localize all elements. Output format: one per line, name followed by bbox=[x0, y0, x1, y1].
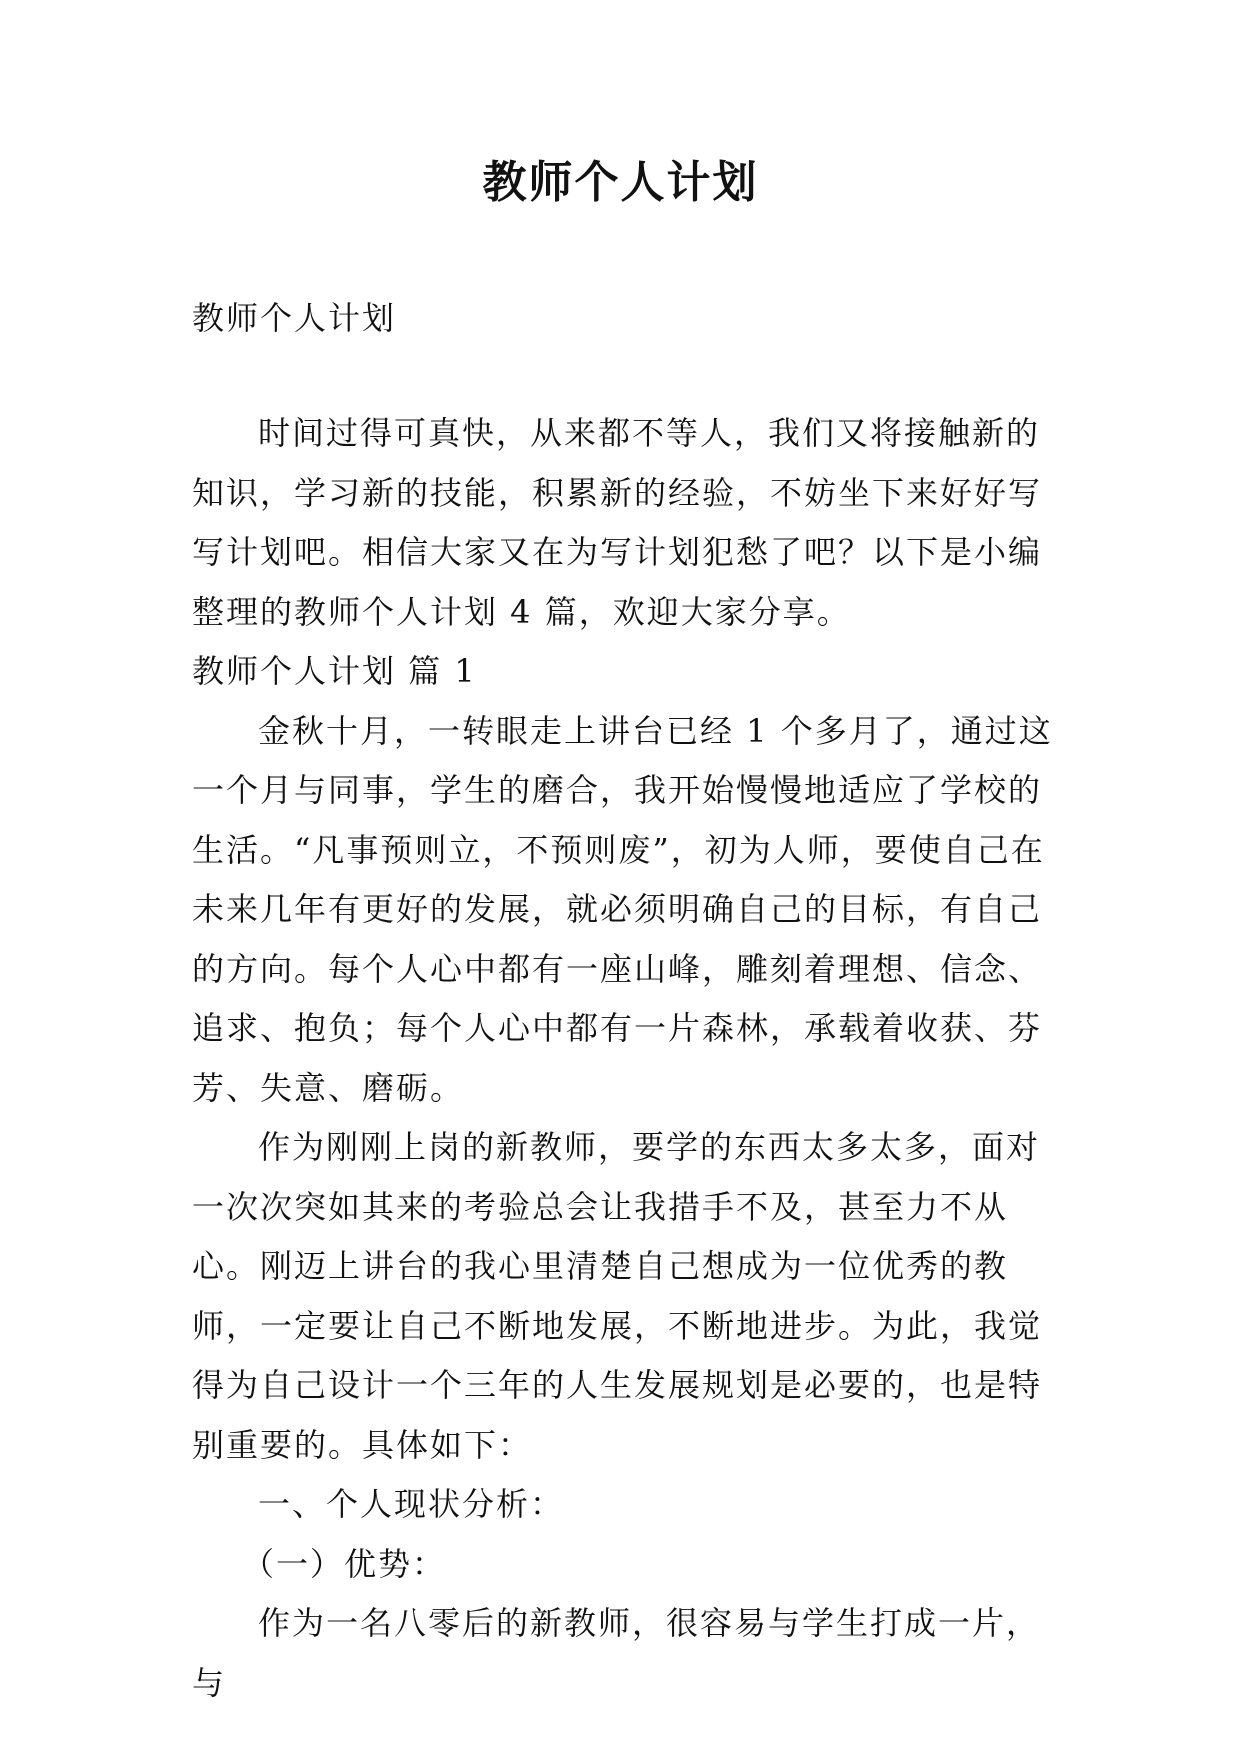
document-title: 教师个人计划 bbox=[482, 157, 759, 208]
intro-paragraph: 时间过得可真快，从来都不等人，我们又将接触新的知识，学习新的技能，积累新的经验，不妨坐下来好好写写计划吧。相信大家又在为写计划犯愁了吧？以下是小编整理的教师个人计划 4 篇，欢迎大家分享。 bbox=[192, 414, 1043, 631]
document-body bbox=[192, 404, 1062, 1713]
body-paragraph: 作为一名八零后的新教师，很容易与学生打成一片，与 bbox=[192, 1604, 1041, 1702]
document-subtitle: 教师个人计划 bbox=[192, 299, 397, 337]
outline-heading: 一、个人现状分析： bbox=[258, 1485, 565, 1523]
body-paragraph: 金秋十月，一转眼走上讲台已经 1 个多月了，通过这一个月与同事，学生的磨合，我开始慢慢地适应了学校的生活。“凡事预则立，不预则废”，初为人师，要使自己在未来几年有更好的发展，就必须明确自己的目标，有自己的方向。每个人心中都有一座山峰，雕刻着理想、信念、追求、抱负；每个人心中都有一片森林，承载着收获、芬芳、失意、磨砺。 bbox=[192, 711, 1053, 1107]
section-heading: 教师个人计划 篇 1 bbox=[192, 652, 477, 690]
body-paragraph: 作为刚刚上岗的新教师，要学的东西太多太多，面对一次次突如其来的考验总会让我措手不及，甚至力不从心。刚迈上讲台的我心里清楚自己想成为一位优秀的教师，一定要让自己不断地发展，不断地进步。为此，我觉得为自己设计一个三年的人生发展规划是必要的，也是特别重要的。具体如下： bbox=[192, 1128, 1043, 1464]
outline-subheading: （一）优势： bbox=[242, 1544, 447, 1583]
